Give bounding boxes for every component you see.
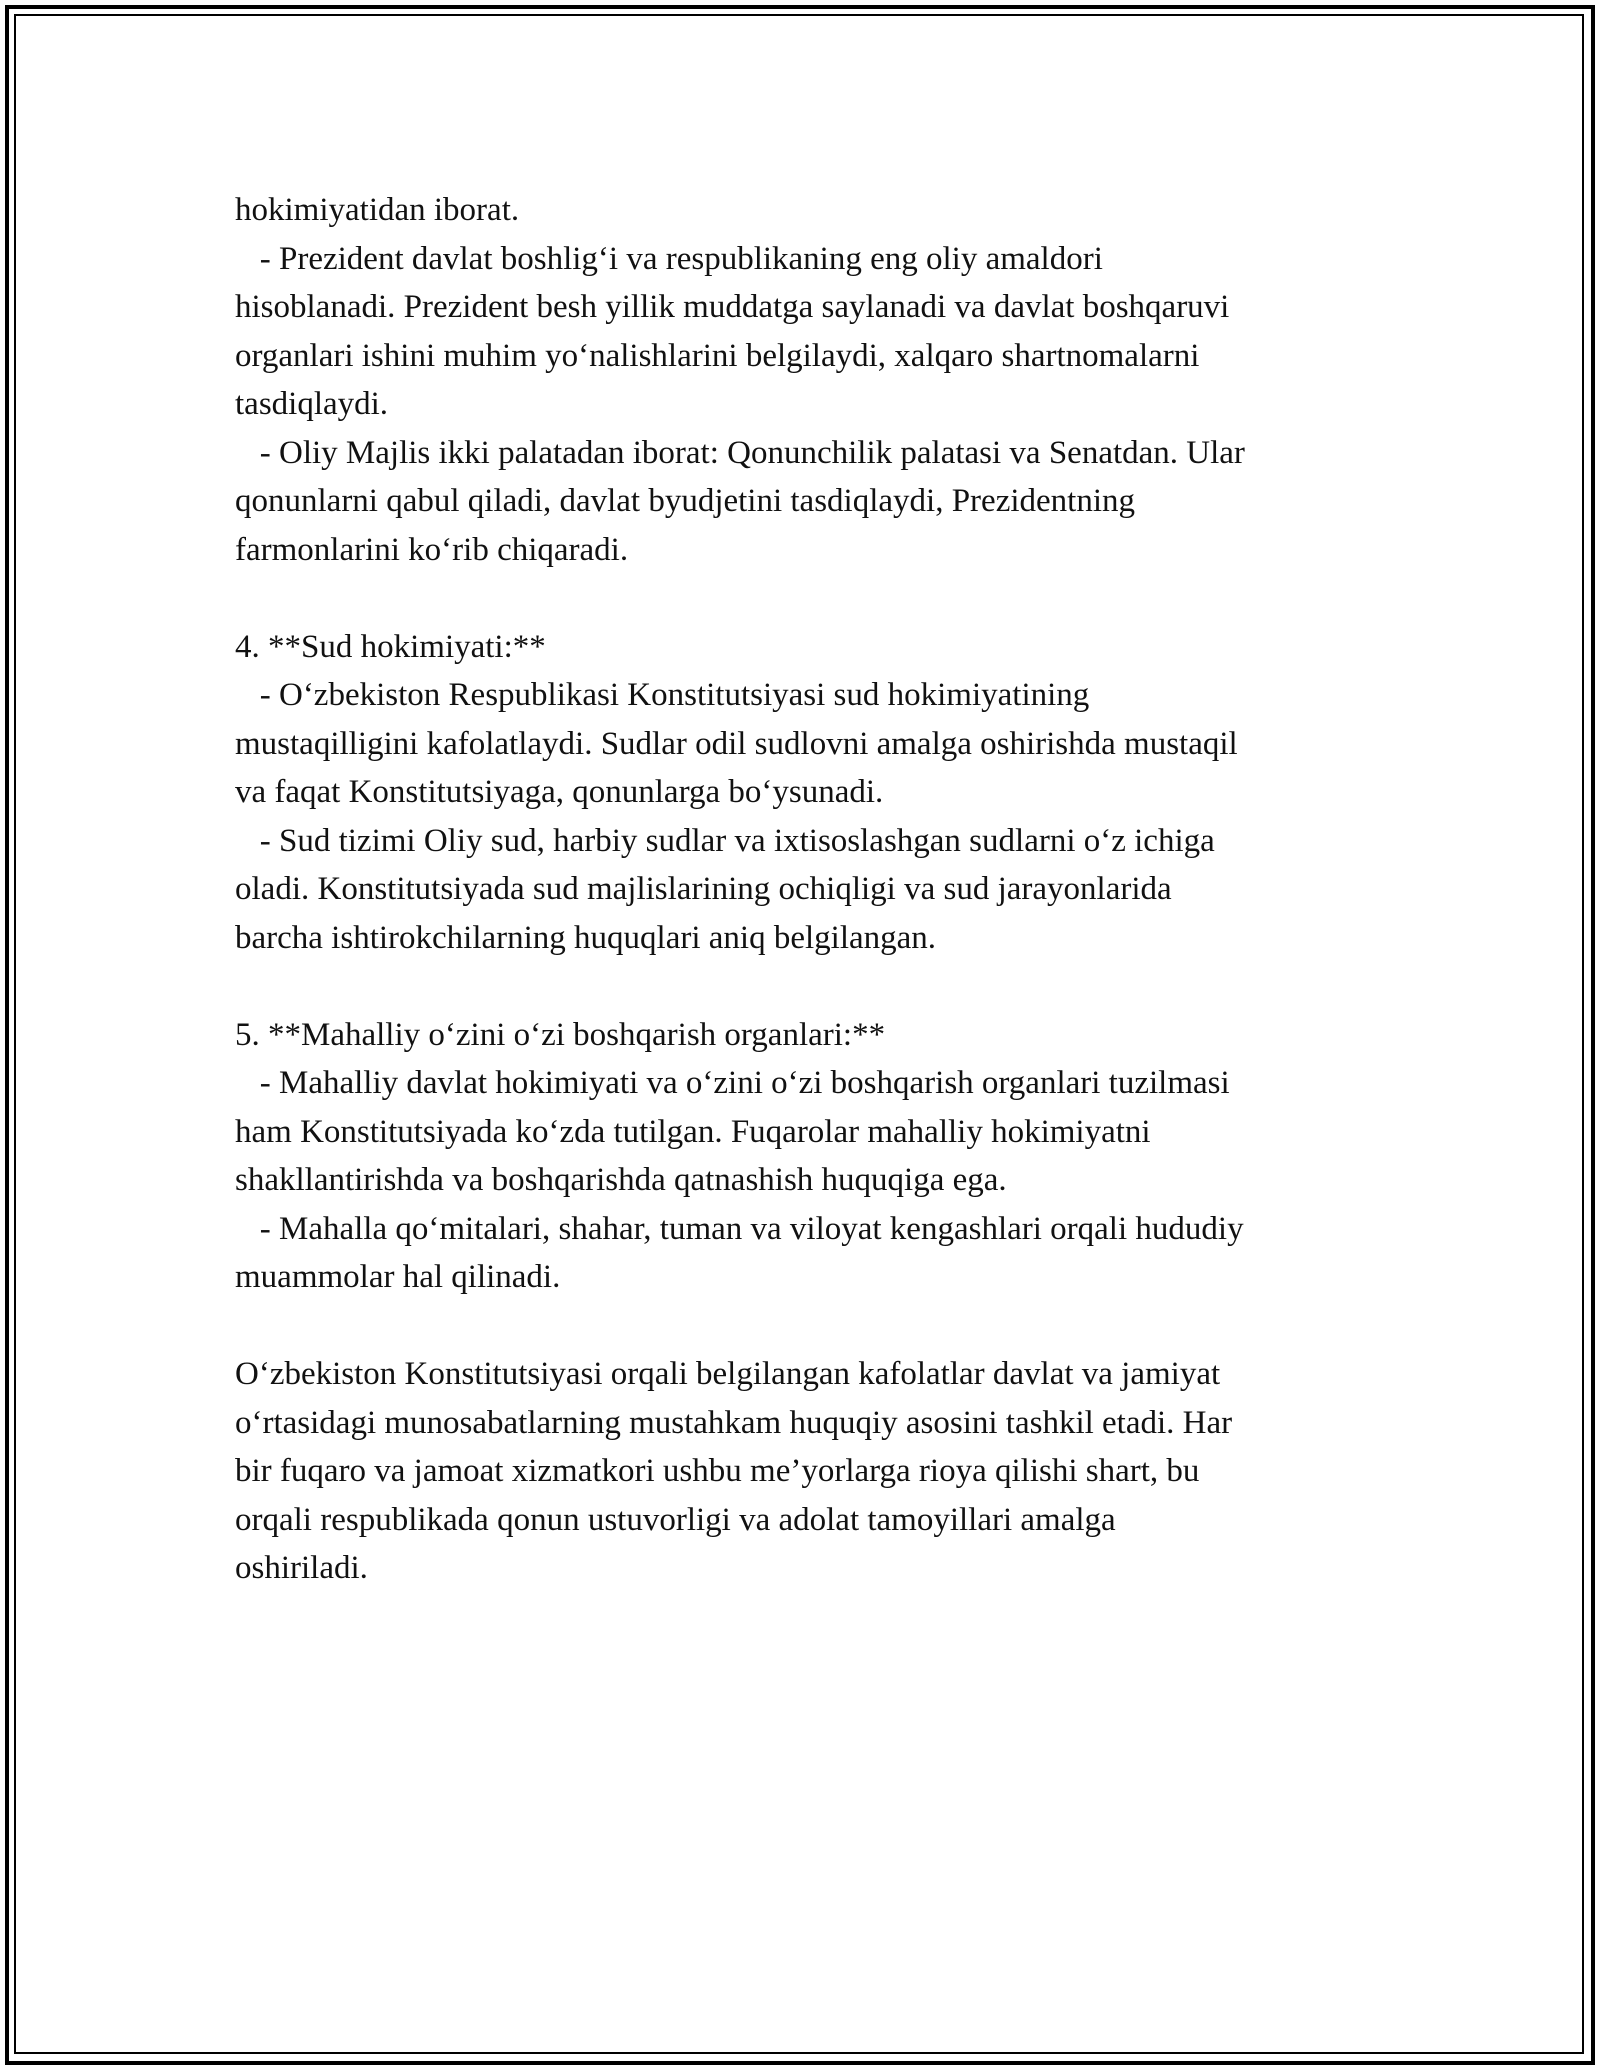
- text-line: shakllantirishda va boshqarishda qatnashish huquqiga ega.: [235, 1162, 1007, 1198]
- text-line: bir fuqaro va jamoat xizmatkori ushbu me’yorlarga rioya qilishi shart, bu: [235, 1453, 1200, 1489]
- blank-line: [235, 962, 1385, 1011]
- text-line: farmonlarini ko‘rib chiqaradi.: [235, 531, 629, 568]
- document-body: [235, 186, 1385, 1593]
- text-line: O‘zbekiston Konstitutsiyasi orqali belgilangan kafolatlar davlat va jamiyat: [235, 1356, 1221, 1392]
- section-heading-4: 4. **Sud hokimiyati:**: [235, 628, 546, 665]
- text-line: ham Konstitutsiyada ko‘zda tutilgan. Fuqarolar mahalliy hokimiyatni: [235, 1113, 1151, 1150]
- text-line: muammolar hal qilinadi.: [235, 1259, 561, 1295]
- text-line: - Prezident davlat boshlig‘i va respublikaning eng oliy amaldori: [235, 240, 1103, 277]
- text-line: barcha ishtirokchilarning huquqlari aniq belgilangan.: [235, 919, 937, 956]
- text-line: oshiriladi.: [235, 1550, 368, 1586]
- text-line: tasdiqlaydi.: [235, 386, 389, 422]
- text-line: va faqat Konstitutsiyaga, qonunlarga bo‘ysunadi.: [235, 774, 884, 810]
- text-line: hisoblanadi. Prezident besh yillik muddatga saylanadi va davlat boshqaruvi: [235, 289, 1230, 325]
- text-line: oladi. Konstitutsiyada sud majlislarining ochiqligi va sud jarayonlarida: [235, 871, 1172, 907]
- text-line: - O‘zbekiston Respublikasi Konstitutsiyasi sud hokimiyatining: [235, 677, 1090, 713]
- text-line: o‘rtasidagi munosabatlarning mustahkam huquqiy asosini tashkil etadi. Har: [235, 1404, 1233, 1441]
- section-heading-5: 5. **Mahalliy o‘zini o‘zi boshqarish organlari:**: [235, 1016, 886, 1053]
- text-line: organlari ishini muhim yo‘nalishlarini belgilaydi, xalqaro shartnomalarni: [235, 337, 1200, 374]
- text-line: hokimiyatidan iborat.: [235, 192, 520, 228]
- text-line: - Mahalla qo‘mitalari, shahar, tuman va viloyat kengashlari orqali hududiy: [235, 1210, 1244, 1247]
- blank-line: [235, 1302, 1385, 1351]
- text-line: - Sud tizimi Oliy sud, harbiy sudlar va ixtisoslashgan sudlarni o‘z ichiga: [235, 822, 1215, 859]
- text-line: mustaqilligini kafolatlaydi. Sudlar odil sudlovni amalga oshirishda mustaqil: [235, 725, 1238, 762]
- text-line: orqali respublikada qonun ustuvorligi va adolat tamoyillari amalga: [235, 1501, 1116, 1538]
- text-line: - Mahalliy davlat hokimiyati va o‘zini o‘zi boshqarish organlari tuzilmasi: [235, 1065, 1230, 1101]
- text-line: qonunlarni qabul qiladi, davlat byudjetini tasdiqlaydi, Prezidentning: [235, 483, 1135, 519]
- text-line: - Oliy Majlis ikki palatadan iborat: Qonunchilik palatasi va Senatdan. Ular: [235, 434, 1245, 471]
- blank-line: [235, 574, 1385, 623]
